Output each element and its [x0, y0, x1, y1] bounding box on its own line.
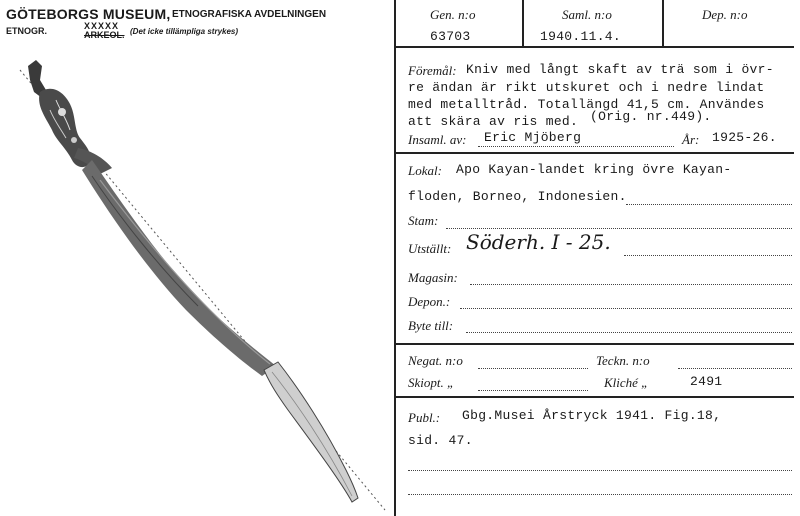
arkeol-text: ARKEOL.	[84, 30, 125, 40]
teckn-label: Teckn. n:o	[596, 353, 650, 368]
saml-value: 1940.11.4.	[540, 29, 622, 44]
strike-note: (Det icke tillämpliga strykes)	[130, 27, 239, 36]
byte-label: Byte till:	[408, 318, 454, 333]
foremal-label: Föremål:	[408, 63, 457, 78]
row-divider-2	[394, 152, 794, 154]
publ-line-4	[408, 494, 792, 495]
orig-note: (Orig. nr.449).	[590, 109, 712, 124]
strike-marks: XXXXX	[84, 21, 120, 31]
magasin-label: Magasin:	[408, 270, 458, 285]
utstallt-line	[624, 255, 792, 256]
teckn-line	[678, 368, 792, 369]
lokal-line-2: floden, Borneo, Indonesien.	[408, 189, 627, 204]
stam-line	[446, 228, 792, 229]
col-divider-1	[522, 0, 524, 46]
col-divider-2	[662, 0, 664, 46]
museum-title: GÖTEBORGS MUSEUM,	[6, 6, 171, 22]
gen-value: 63703	[430, 29, 471, 44]
ar-label: År:	[682, 132, 700, 147]
department-label: ETNOGRAFISKA AVDELNINGEN	[172, 9, 327, 20]
utstallt-label: Utställt:	[408, 241, 452, 256]
saml-label: Saml. n:o	[562, 7, 612, 22]
arkeol-label	[84, 22, 125, 40]
knife-blade	[264, 362, 358, 502]
publ-label: Publ.:	[408, 410, 441, 425]
insaml-value: Eric Mjöberg	[484, 130, 582, 145]
foremal-line-3: med metalltråd. Totallängd 41,5 cm. Användes	[408, 97, 765, 112]
magasin-line	[470, 284, 792, 285]
publ-line-1: Gbg.Musei Årstryck 1941. Fig.18,	[462, 408, 722, 423]
row-divider-1	[394, 46, 794, 48]
carved-handle	[28, 60, 112, 174]
row-divider-4	[394, 396, 794, 398]
insaml-line	[478, 146, 674, 147]
gen-label: Gen. n:o	[430, 7, 476, 22]
kliche-label: Kliché „	[604, 375, 649, 390]
lokal-line	[626, 204, 792, 205]
foremal-line-1: Kniv med långt skaft av trä som i övr-	[466, 62, 774, 77]
utstallt-value: Söderh. I - 25.	[466, 230, 611, 254]
depon-label: Depon.:	[408, 294, 451, 309]
byte-line	[466, 332, 792, 333]
etnogr-label: ETNOGR.	[6, 26, 48, 36]
publ-line-2: sid. 47.	[408, 433, 473, 448]
skiopt-line	[478, 390, 588, 391]
insaml-label: Insaml. av:	[408, 132, 467, 147]
publ-line-3	[408, 470, 792, 471]
foremal-line-2: re ändan är rikt utskuret och i nedre lindat	[408, 80, 765, 95]
kliche-value: 2491	[690, 374, 723, 389]
negat-label: Negat. n:o	[408, 353, 463, 368]
knife-illustration	[0, 40, 390, 516]
lokal-label: Lokal:	[408, 163, 442, 178]
catalog-card	[394, 0, 800, 516]
depon-line	[460, 308, 792, 309]
card-left-border	[394, 0, 396, 516]
stam-label: Stam:	[408, 213, 439, 228]
negat-line	[478, 368, 588, 369]
skiopt-label: Skiopt. „	[408, 375, 455, 390]
row-divider-3	[394, 343, 794, 345]
lokal-line-1: Apo Kayan-landet kring övre Kayan-	[456, 162, 732, 177]
foremal-line-4: att skära av ris med.	[408, 114, 579, 129]
wrapped-shaft	[82, 160, 276, 376]
dep-label: Dep. n:o	[702, 7, 748, 22]
ar-value: 1925-26.	[712, 130, 777, 145]
